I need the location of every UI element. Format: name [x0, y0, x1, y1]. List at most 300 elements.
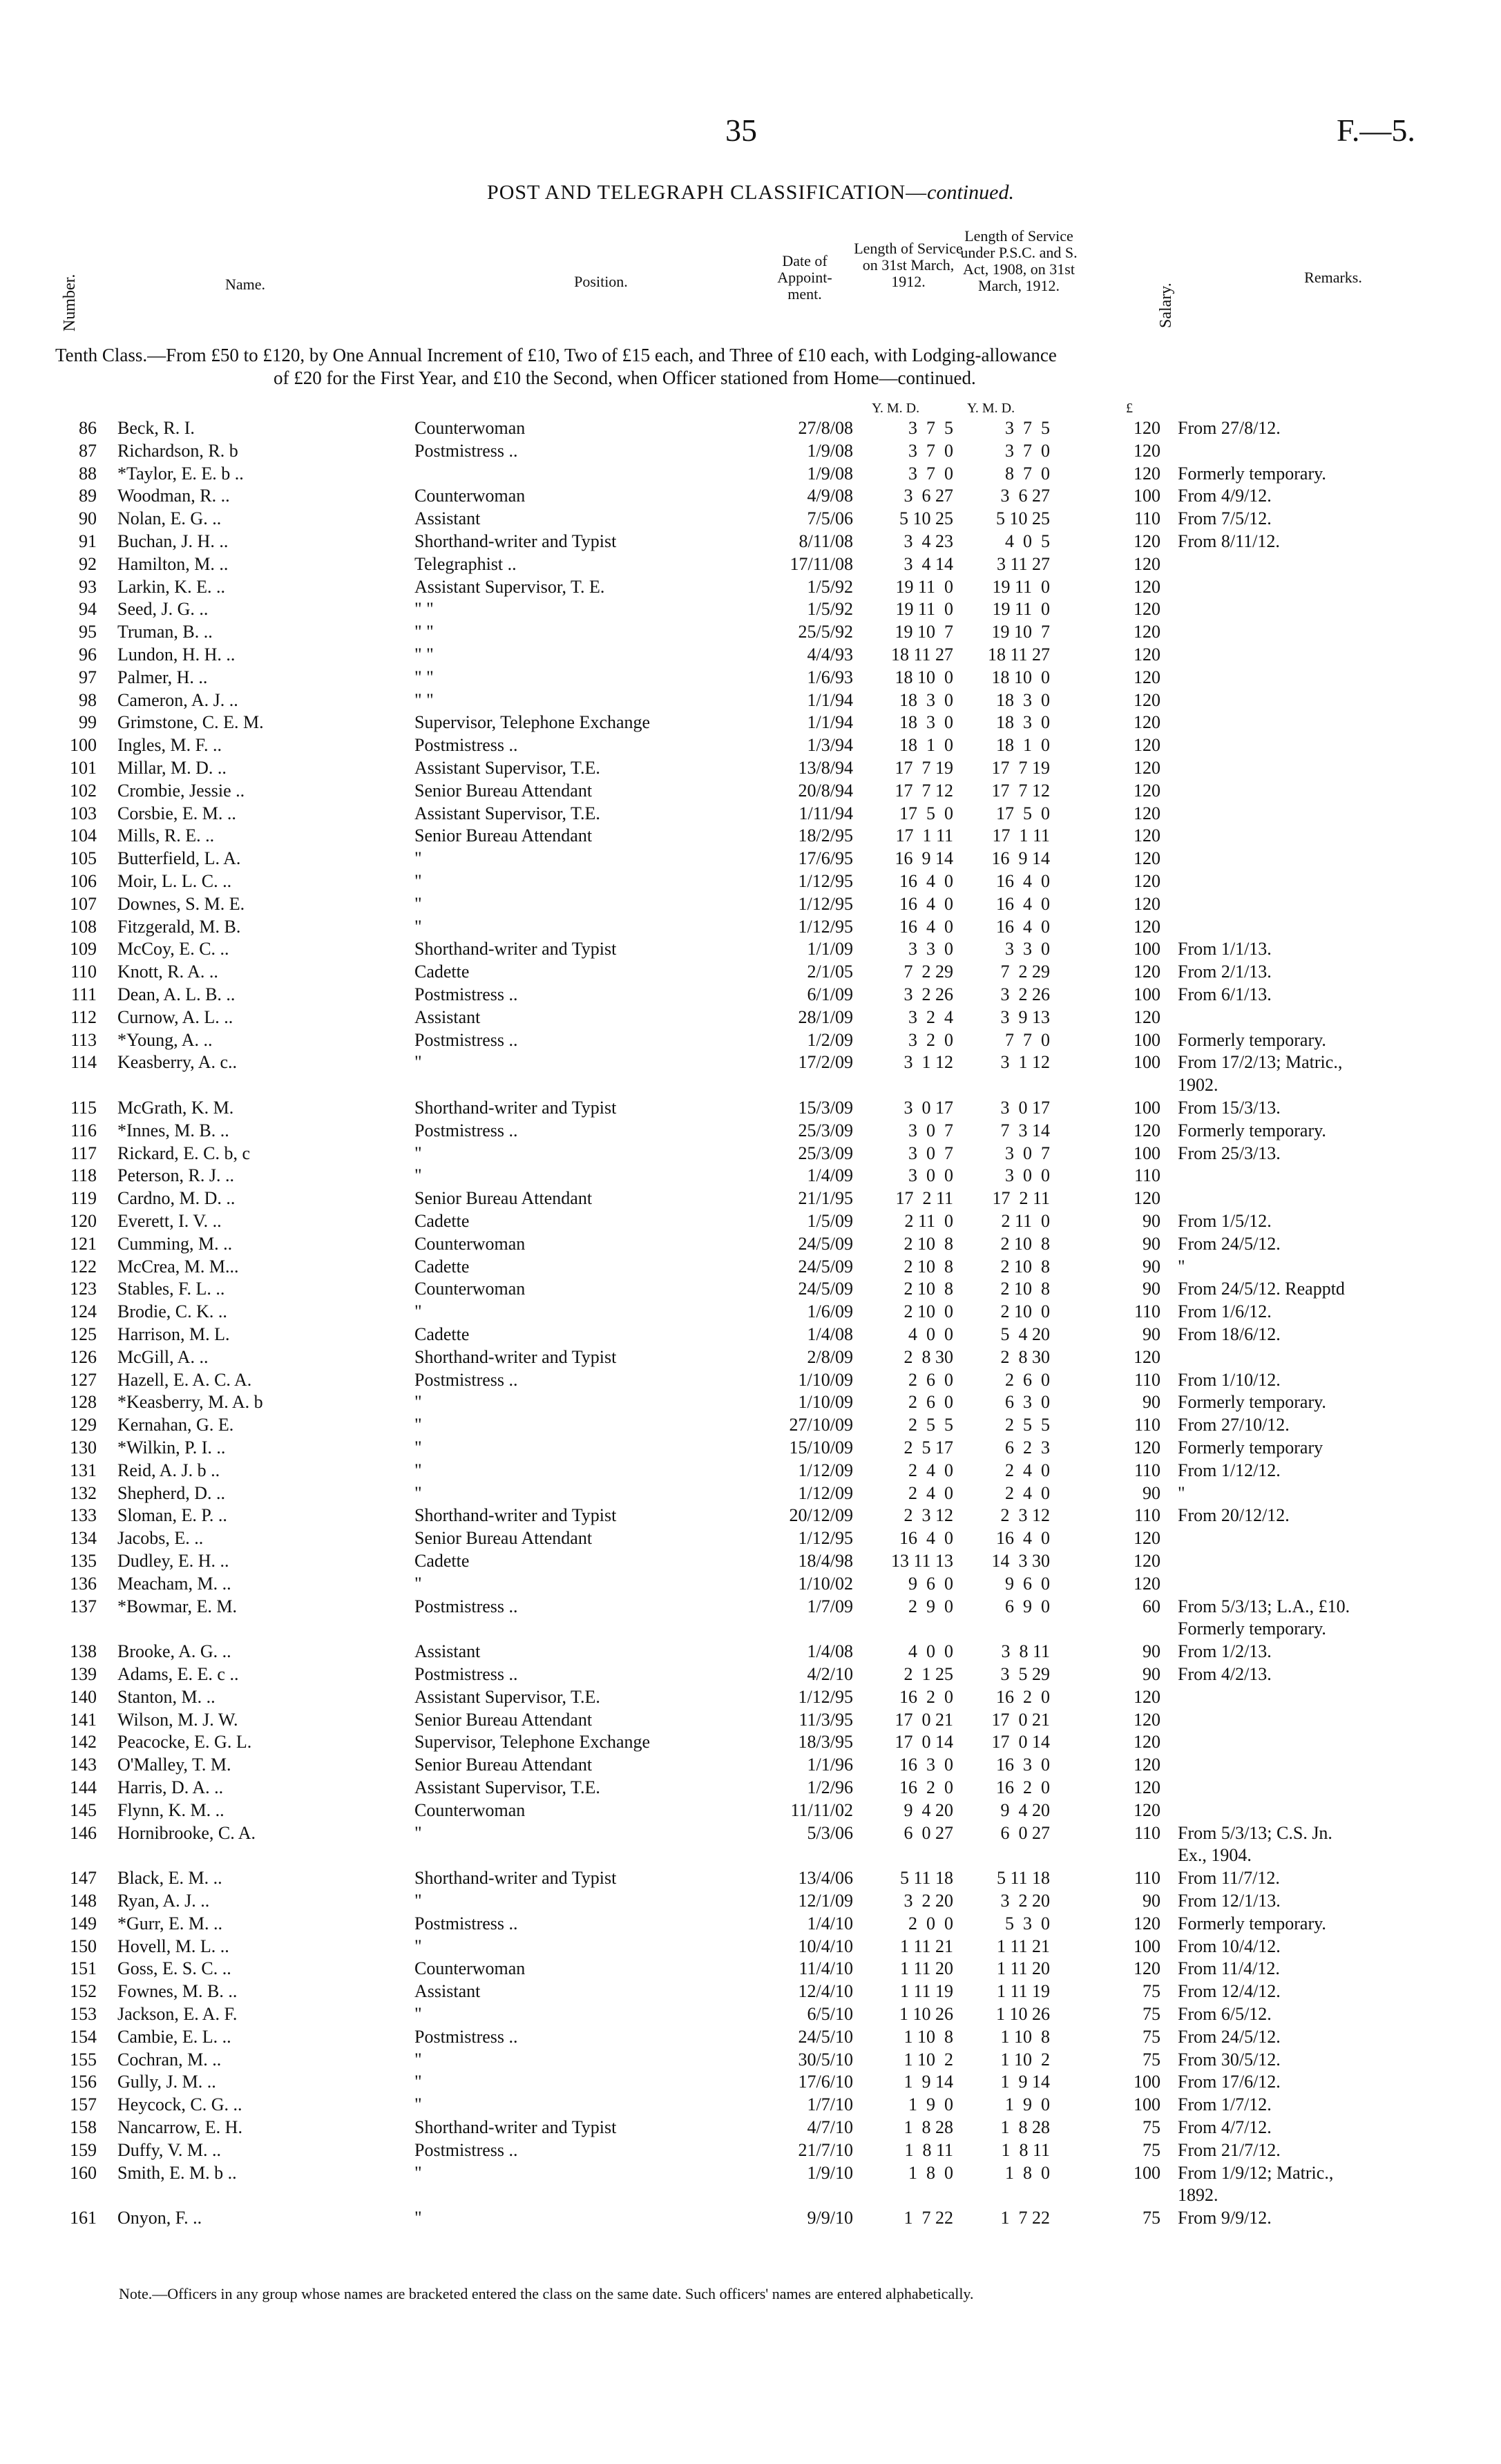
- cell-rem: From 2/1/13.: [1178, 962, 1272, 982]
- footnote: Note.—Officers in any group whose names are bracketed entered the class on the same date. Such officers' names are entered alphabetically.: [119, 2285, 974, 2302]
- cell-name: Ryan, A. J. ..: [117, 1891, 210, 1911]
- cell-s2: 1 11 21: [996, 1936, 1050, 1956]
- cell-pos: ": [414, 1052, 422, 1073]
- cell-sal: 120: [1134, 1709, 1160, 1730]
- cell-date: 12/1/09: [798, 1891, 853, 1911]
- cell-pos: ": [414, 2072, 422, 2092]
- cell-name: Harrison, M. L.: [117, 1324, 230, 1344]
- table-row: [0, 1075, 1501, 1098]
- cell-no: 100: [70, 735, 97, 756]
- cell-pos: ": [414, 893, 422, 914]
- cell-s2: 1 10 2: [1000, 2049, 1050, 2070]
- table-row: [0, 1505, 1501, 1528]
- cell-s1: 2 5 17: [904, 1438, 953, 1458]
- cell-date: 1/9/10: [807, 2162, 853, 2183]
- cell-sal: 120: [1134, 916, 1160, 937]
- cell-date: 4/4/93: [807, 644, 853, 665]
- cell-name: *Wilkin, P. I. ..: [117, 1438, 226, 1458]
- cell-no: 142: [70, 1732, 97, 1753]
- table-row: [0, 1596, 1501, 1619]
- cell-no: 92: [79, 553, 97, 574]
- cell-s2: 5 3 0: [1005, 1913, 1050, 1933]
- cell-sal: 120: [1134, 531, 1160, 551]
- cell-date: 4/9/08: [807, 486, 853, 506]
- cell-sal: 120: [1134, 893, 1160, 914]
- cell-pos: ": [414, 848, 422, 869]
- cell-s1: 3 0 7: [908, 1143, 953, 1163]
- cell-s1: 1 7 22: [904, 2208, 953, 2228]
- cell-s2: 9 6 0: [1005, 1573, 1050, 1594]
- cell-sal: 90: [1143, 1324, 1160, 1344]
- cell-sal: 75: [1143, 2139, 1160, 2160]
- cell-pos: Shorthand-writer and Typist: [414, 1868, 617, 1889]
- cell-s2: 5 4 20: [1000, 1324, 1050, 1344]
- cell-pos: Postmistress ..: [414, 1664, 518, 1684]
- cell-s1: 16 4 0: [899, 893, 953, 914]
- cell-sal: 75: [1143, 2049, 1160, 2070]
- cell-no: 104: [70, 825, 97, 846]
- cell-pos: Shorthand-writer and Typist: [414, 1346, 617, 1367]
- cell-no: 155: [70, 2049, 97, 2070]
- cell-name: Brodie, C. K. ..: [117, 1301, 227, 1322]
- cell-s1: 3 2 20: [904, 1891, 953, 1911]
- cell-no: 147: [70, 1868, 97, 1889]
- table-row: [0, 1936, 1501, 1959]
- cell-date: 1/4/10: [807, 1913, 853, 1933]
- cell-pos: ": [414, 2208, 422, 2228]
- table-row: [0, 1710, 1501, 1732]
- table-row: [0, 1800, 1501, 1823]
- table-row: [0, 464, 1501, 486]
- cell-sal: 120: [1134, 1958, 1160, 1979]
- cell-name: McGrath, K. M.: [117, 1098, 234, 1118]
- cell-sal: 120: [1134, 758, 1160, 778]
- cell-date: 17/11/08: [790, 553, 853, 574]
- cell-no: 150: [70, 1936, 97, 1956]
- cell-date: 1/4/09: [807, 1165, 853, 1186]
- cell-date: 1/7/10: [807, 2094, 853, 2115]
- cell-sal: 120: [1134, 1799, 1160, 1820]
- cell-sal: 90: [1143, 1482, 1160, 1503]
- cell-pos: Counterwoman: [414, 1279, 526, 1299]
- cell-s1: 5 11 18: [899, 1868, 953, 1889]
- cell-s2: 2 10 8: [1000, 1256, 1050, 1277]
- header-number: Number.: [61, 274, 79, 332]
- cell-no: 148: [70, 1891, 97, 1911]
- cell-s2: 2 8 30: [1000, 1346, 1050, 1367]
- cell-date: 1/12/95: [798, 871, 853, 891]
- table-row: [0, 1755, 1501, 1777]
- cell-date: 1/1/94: [807, 689, 853, 710]
- cell-pos: Postmistress ..: [414, 984, 518, 1004]
- cell-rem: From 20/12/12.: [1178, 1505, 1290, 1526]
- table-row: [0, 1483, 1501, 1506]
- cell-pos: Senior Bureau Attendant: [414, 1709, 593, 1730]
- cell-name: Peacocke, E. G. L.: [117, 1732, 252, 1753]
- header-remarks: Remarks.: [1304, 269, 1362, 286]
- cell-name: Heycock, C. G. ..: [117, 2094, 242, 2115]
- cell-date: 21/7/10: [798, 2139, 853, 2160]
- cell-pos: ": [414, 1891, 422, 1911]
- cell-s2: 17 2 11: [992, 1188, 1050, 1209]
- cell-rem: From 18/6/12.: [1178, 1324, 1281, 1344]
- cell-s2: 18 3 0: [996, 689, 1050, 710]
- cell-rem: From 10/4/12.: [1178, 1936, 1281, 1956]
- cell-no: 116: [70, 1120, 97, 1140]
- cell-s1: 16 3 0: [899, 1755, 953, 1775]
- cell-no: 161: [70, 2208, 97, 2228]
- class-heading-line2: of £20 for the First Year, and £10 the Second, when Officer stationed from Home—continued.: [274, 367, 976, 388]
- cell-rem: From 1/10/12.: [1178, 1369, 1281, 1390]
- table-row: [0, 2094, 1501, 2117]
- units-length1: Y. M. D.: [872, 401, 920, 416]
- cell-sal: 120: [1134, 1686, 1160, 1707]
- cell-no: 149: [70, 1913, 97, 1933]
- cell-pos: Senior Bureau Attendant: [414, 780, 593, 801]
- cell-sal: 110: [1134, 1868, 1160, 1889]
- cell-name: Adams, E. E. c ..: [117, 1664, 239, 1684]
- cell-rem: ": [1178, 1482, 1185, 1503]
- cell-date: 30/5/10: [798, 2049, 853, 2070]
- cell-rem: From 1/12/12.: [1178, 1460, 1281, 1480]
- cell-s1: 1 10 26: [899, 2004, 953, 2024]
- cell-pos: Counterwoman: [414, 418, 526, 438]
- cell-name: Meacham, M. ..: [117, 1573, 231, 1594]
- cell-s2: 3 6 27: [1000, 486, 1050, 506]
- cell-pos: " ": [414, 599, 434, 620]
- cell-no: 89: [79, 486, 97, 506]
- cell-no: 157: [70, 2094, 97, 2115]
- cell-s1: 9 6 0: [908, 1573, 953, 1594]
- cell-s1: 1 11 19: [899, 1981, 953, 2002]
- cell-sal: 120: [1134, 644, 1160, 665]
- cell-s1: 2 1 25: [904, 1664, 953, 1684]
- cell-name: *Keasberry, M. A. b: [117, 1392, 263, 1413]
- cell-rem: From 12/4/12.: [1178, 1981, 1281, 2002]
- cell-no: 121: [70, 1233, 97, 1254]
- cell-s2: 3 9 13: [1000, 1006, 1050, 1027]
- cell-date: 24/5/09: [798, 1279, 853, 1299]
- cell-pos: Senior Bureau Attendant: [414, 1755, 593, 1775]
- cell-no: 129: [70, 1415, 97, 1435]
- cell-date: 1/10/02: [798, 1573, 853, 1594]
- cell-s2: 17 0 21: [991, 1709, 1050, 1730]
- cell-no: 122: [70, 1256, 97, 1277]
- cell-sal: 120: [1134, 735, 1160, 756]
- cell-sal: 100: [1134, 1029, 1160, 1050]
- cell-no: 131: [70, 1460, 97, 1480]
- cell-s1: 1 9 14: [904, 2072, 953, 2092]
- cell-s2: 6 9 0: [1005, 1596, 1050, 1616]
- cell-sal: 90: [1143, 1641, 1160, 1662]
- cell-date: 4/2/10: [807, 1664, 853, 1684]
- cell-date: 24/5/09: [798, 1233, 853, 1254]
- cell-no: 102: [70, 780, 97, 801]
- cell-rem: From 24/5/12. Reapptd: [1178, 1279, 1345, 1299]
- cell-sal: 120: [1134, 576, 1160, 597]
- cell-no: 118: [70, 1165, 97, 1186]
- cell-date: 25/3/09: [798, 1143, 853, 1163]
- cell-rem: From 17/2/13; Matric.,: [1178, 1052, 1343, 1073]
- cell-no: 127: [70, 1369, 97, 1390]
- cell-date: 24/5/09: [798, 1256, 853, 1277]
- table-row: [0, 848, 1501, 871]
- table-row: [0, 622, 1501, 644]
- cell-no: 101: [70, 758, 97, 778]
- cell-s2: 7 3 14: [1000, 1120, 1050, 1140]
- cell-no: 145: [70, 1799, 97, 1820]
- cell-no: 138: [70, 1641, 97, 1662]
- cell-no: 135: [70, 1551, 97, 1571]
- table-row: [0, 2027, 1501, 2050]
- cell-rem: From 7/5/12.: [1178, 508, 1272, 529]
- cell-pos: Senior Bureau Attendant: [414, 1528, 593, 1549]
- cell-sal: 100: [1134, 1098, 1160, 1118]
- cell-pos: Shorthand-writer and Typist: [414, 531, 617, 551]
- cell-s2: 16 4 0: [996, 1528, 1050, 1549]
- cell-s1: 1 8 28: [904, 2117, 953, 2137]
- cell-pos: Counterwoman: [414, 486, 526, 506]
- cell-name: Richardson, R. b: [117, 440, 238, 461]
- cell-date: 1/4/08: [807, 1324, 853, 1344]
- cell-date: 13/4/06: [798, 1868, 853, 1889]
- cell-name: Larkin, K. E. ..: [117, 576, 225, 597]
- cell-no: 112: [70, 1006, 97, 1027]
- cell-date: 27/8/08: [798, 418, 853, 438]
- cell-sal: 75: [1143, 2117, 1160, 2137]
- cell-rem: From 1/6/12.: [1178, 1301, 1272, 1322]
- cell-pos: Assistant Supervisor, T.E.: [414, 758, 600, 778]
- cell-sal: 110: [1134, 508, 1160, 529]
- cell-date: 1/9/08: [807, 440, 853, 461]
- cell-s1: 2 3 12: [904, 1505, 953, 1526]
- cell-s2: 1 9 14: [1000, 2072, 1050, 2092]
- cell-date: 1/6/09: [807, 1301, 853, 1322]
- header-date: Date of Appoint-ment.: [777, 252, 832, 303]
- cell-s2: 1 10 8: [1000, 2026, 1050, 2047]
- cell-rem: 1902.: [1178, 1075, 1218, 1096]
- cell-date: 18/4/98: [798, 1551, 853, 1571]
- cell-name: Dudley, E. H. ..: [117, 1551, 229, 1571]
- cell-date: 1/1/09: [807, 939, 853, 959]
- cell-s2: 3 0 17: [1000, 1098, 1050, 1118]
- cell-date: 25/3/09: [798, 1120, 853, 1140]
- cell-date: 12/4/10: [798, 1981, 853, 2002]
- table-row: [0, 1891, 1501, 1913]
- cell-pos: " ": [414, 622, 434, 642]
- cell-s1: 19 10 7: [895, 622, 953, 642]
- cell-s1: 6 0 27: [904, 1822, 953, 1843]
- cell-name: Fownes, M. B. ..: [117, 1981, 238, 2002]
- cell-s2: 2 3 12: [1000, 1505, 1050, 1526]
- cell-name: Curnow, A. L. ..: [117, 1006, 233, 1027]
- cell-no: 88: [79, 463, 97, 484]
- cell-date: 20/12/09: [789, 1505, 853, 1526]
- cell-s2: 16 2 0: [996, 1777, 1050, 1797]
- cell-pos: Cadette: [414, 1551, 470, 1571]
- cell-name: *Gurr, E. M. ..: [117, 1913, 223, 1933]
- cell-date: 5/3/06: [807, 1822, 853, 1843]
- table-row: [0, 1007, 1501, 1030]
- cell-s2: 1 11 20: [996, 1958, 1050, 1979]
- cell-s2: 2 11 0: [1001, 1211, 1050, 1231]
- cell-s2: 19 11 0: [992, 599, 1050, 620]
- cell-rem: From 1/2/13.: [1178, 1641, 1272, 1662]
- cell-s2: 2 10 8: [1000, 1279, 1050, 1299]
- cell-sal: 120: [1134, 871, 1160, 891]
- cell-s1: 4 0 0: [908, 1641, 953, 1662]
- cell-name: Smith, E. M. b ..: [117, 2162, 237, 2183]
- cell-name: Goss, E. S. C. ..: [117, 1958, 231, 1979]
- cell-date: 18/2/95: [798, 825, 853, 846]
- cell-sal: 75: [1143, 2026, 1160, 2047]
- cell-s1: 18 3 0: [899, 712, 953, 733]
- cell-no: 144: [70, 1777, 97, 1797]
- cell-name: Rickard, E. C. b, c: [117, 1143, 251, 1163]
- cell-s2: 2 5 5: [1005, 1415, 1050, 1435]
- cell-sal: 120: [1134, 1438, 1160, 1458]
- cell-name: Hornibrooke, C. A.: [117, 1822, 256, 1843]
- cell-name: *Young, A. ..: [117, 1029, 213, 1050]
- cell-s2: 14 3 30: [991, 1551, 1050, 1571]
- cell-no: 125: [70, 1324, 97, 1344]
- cell-s2: 18 10 0: [991, 667, 1050, 687]
- cell-s2: 1 8 28: [1000, 2117, 1050, 2137]
- cell-s1: 3 2 0: [908, 1029, 953, 1050]
- cell-s2: 18 3 0: [996, 712, 1050, 733]
- cell-rem: From 1/7/12.: [1178, 2094, 1272, 2115]
- cell-rem: Formerly temporary.: [1178, 1029, 1326, 1050]
- cell-name: Peterson, R. J. ..: [117, 1165, 234, 1186]
- cell-s1: 2 10 8: [904, 1233, 953, 1254]
- cell-name: Reid, A. J. b ..: [117, 1460, 220, 1480]
- cell-s1: 1 10 2: [904, 2049, 953, 2070]
- table-row: [0, 1687, 1501, 1710]
- cell-name: Fitzgerald, M. B.: [117, 916, 241, 937]
- cell-sal: 120: [1134, 848, 1160, 869]
- cell-s2: 1 8 11: [1001, 2139, 1050, 2160]
- table-row: [0, 1143, 1501, 1166]
- cell-sal: 120: [1134, 599, 1160, 620]
- cell-no: 133: [70, 1505, 97, 1526]
- cell-date: 15/10/09: [789, 1438, 853, 1458]
- cell-name: Lundon, H. H. ..: [117, 644, 236, 665]
- table-row: [0, 1574, 1501, 1596]
- cell-s1: 19 11 0: [895, 576, 953, 597]
- cell-date: 28/1/09: [798, 1006, 853, 1027]
- cell-sal: 110: [1134, 1301, 1160, 1322]
- cell-pos: Shorthand-writer and Typist: [414, 2117, 617, 2137]
- cell-s1: 7 2 29: [904, 962, 953, 982]
- cell-rem: From 27/10/12.: [1178, 1415, 1290, 1435]
- cell-rem: From 1/5/12.: [1178, 1211, 1272, 1231]
- cell-pos: ": [414, 1415, 422, 1435]
- cell-pos: ": [414, 2094, 422, 2115]
- cell-pos: ": [414, 871, 422, 891]
- cell-s2: 17 1 11: [992, 825, 1050, 846]
- cell-pos: Assistant Supervisor, T. E.: [414, 576, 605, 597]
- cell-s1: 17 2 11: [895, 1188, 953, 1209]
- cell-s1: 18 11 27: [890, 644, 953, 665]
- cell-rem: From 12/1/13.: [1178, 1891, 1281, 1911]
- table-row: [0, 531, 1501, 554]
- cell-s2: 7 2 29: [1000, 962, 1050, 982]
- cell-s1: 3 3 0: [908, 939, 953, 959]
- table-row: [0, 1551, 1501, 1574]
- cell-sal: 120: [1134, 667, 1160, 687]
- cell-date: 1/11/94: [799, 803, 853, 823]
- cell-pos: Senior Bureau Attendant: [414, 825, 593, 846]
- cell-sal: 100: [1134, 486, 1160, 506]
- cell-date: 11/4/10: [799, 1958, 853, 1979]
- cell-s2: 16 3 0: [996, 1755, 1050, 1775]
- cell-rem: From 24/5/12.: [1178, 2026, 1281, 2047]
- cell-no: 120: [70, 1211, 97, 1231]
- cell-pos: Cadette: [414, 1256, 470, 1277]
- cell-name: Flynn, K. M. ..: [117, 1799, 224, 1820]
- cell-s1: 17 7 19: [895, 758, 953, 778]
- table-row: [0, 735, 1501, 758]
- cell-sal: 110: [1134, 1505, 1160, 1526]
- cell-rem: From 25/3/13.: [1178, 1143, 1281, 1163]
- cell-sal: 90: [1143, 1891, 1160, 1911]
- cell-date: 1/1/94: [807, 712, 853, 733]
- table-row: [0, 1098, 1501, 1120]
- cell-sal: 75: [1143, 2208, 1160, 2228]
- cell-name: Knott, R. A. ..: [117, 962, 218, 982]
- cell-sal: 110: [1134, 1822, 1160, 1843]
- cell-no: 117: [70, 1143, 97, 1163]
- table-row: [0, 1279, 1501, 1301]
- cell-s2: 2 6 0: [1005, 1369, 1050, 1390]
- cell-sal: 90: [1143, 1233, 1160, 1254]
- cell-s1: 2 4 0: [908, 1460, 953, 1480]
- table-row: [0, 1211, 1501, 1234]
- cell-s2: 17 7 19: [991, 758, 1050, 778]
- cell-s2: 3 5 29: [1000, 1664, 1050, 1684]
- cell-s2: 16 4 0: [996, 871, 1050, 891]
- cell-pos: ": [414, 2049, 422, 2070]
- cell-s2: 3 7 5: [1005, 418, 1050, 438]
- cell-no: 95: [79, 622, 97, 642]
- cell-pos: Postmistress ..: [414, 1120, 518, 1140]
- cell-name: Hazell, E. A. C. A.: [117, 1369, 252, 1390]
- table-row: [0, 1641, 1501, 1664]
- cell-pos: ": [414, 1143, 422, 1163]
- cell-date: 7/5/06: [807, 508, 853, 529]
- cell-date: 1/4/08: [807, 1641, 853, 1662]
- cell-name: Nancarrow, E. H.: [117, 2117, 242, 2137]
- cell-sal: 100: [1134, 1052, 1160, 1073]
- cell-rem: From 8/11/12.: [1178, 531, 1280, 551]
- cell-pos: ": [414, 1822, 422, 1843]
- cell-sal: 120: [1134, 1913, 1160, 1933]
- table-row: [0, 1234, 1501, 1257]
- cell-name: Downes, S. M. E.: [117, 893, 245, 914]
- table-row: [0, 1823, 1501, 1846]
- table-row: [0, 962, 1501, 984]
- cell-no: 130: [70, 1438, 97, 1458]
- cell-s2: 2 4 0: [1005, 1460, 1050, 1480]
- cell-no: 107: [70, 893, 97, 914]
- cell-name: Stables, F. L. ..: [117, 1279, 225, 1299]
- cell-s1: 2 4 0: [908, 1482, 953, 1503]
- cell-rem: From 1/9/12; Matric.,: [1178, 2162, 1334, 2183]
- cell-date: 24/5/10: [798, 2026, 853, 2047]
- cell-sal: 120: [1134, 1732, 1160, 1753]
- table-row: [0, 441, 1501, 464]
- cell-pos: Counterwoman: [414, 1233, 526, 1254]
